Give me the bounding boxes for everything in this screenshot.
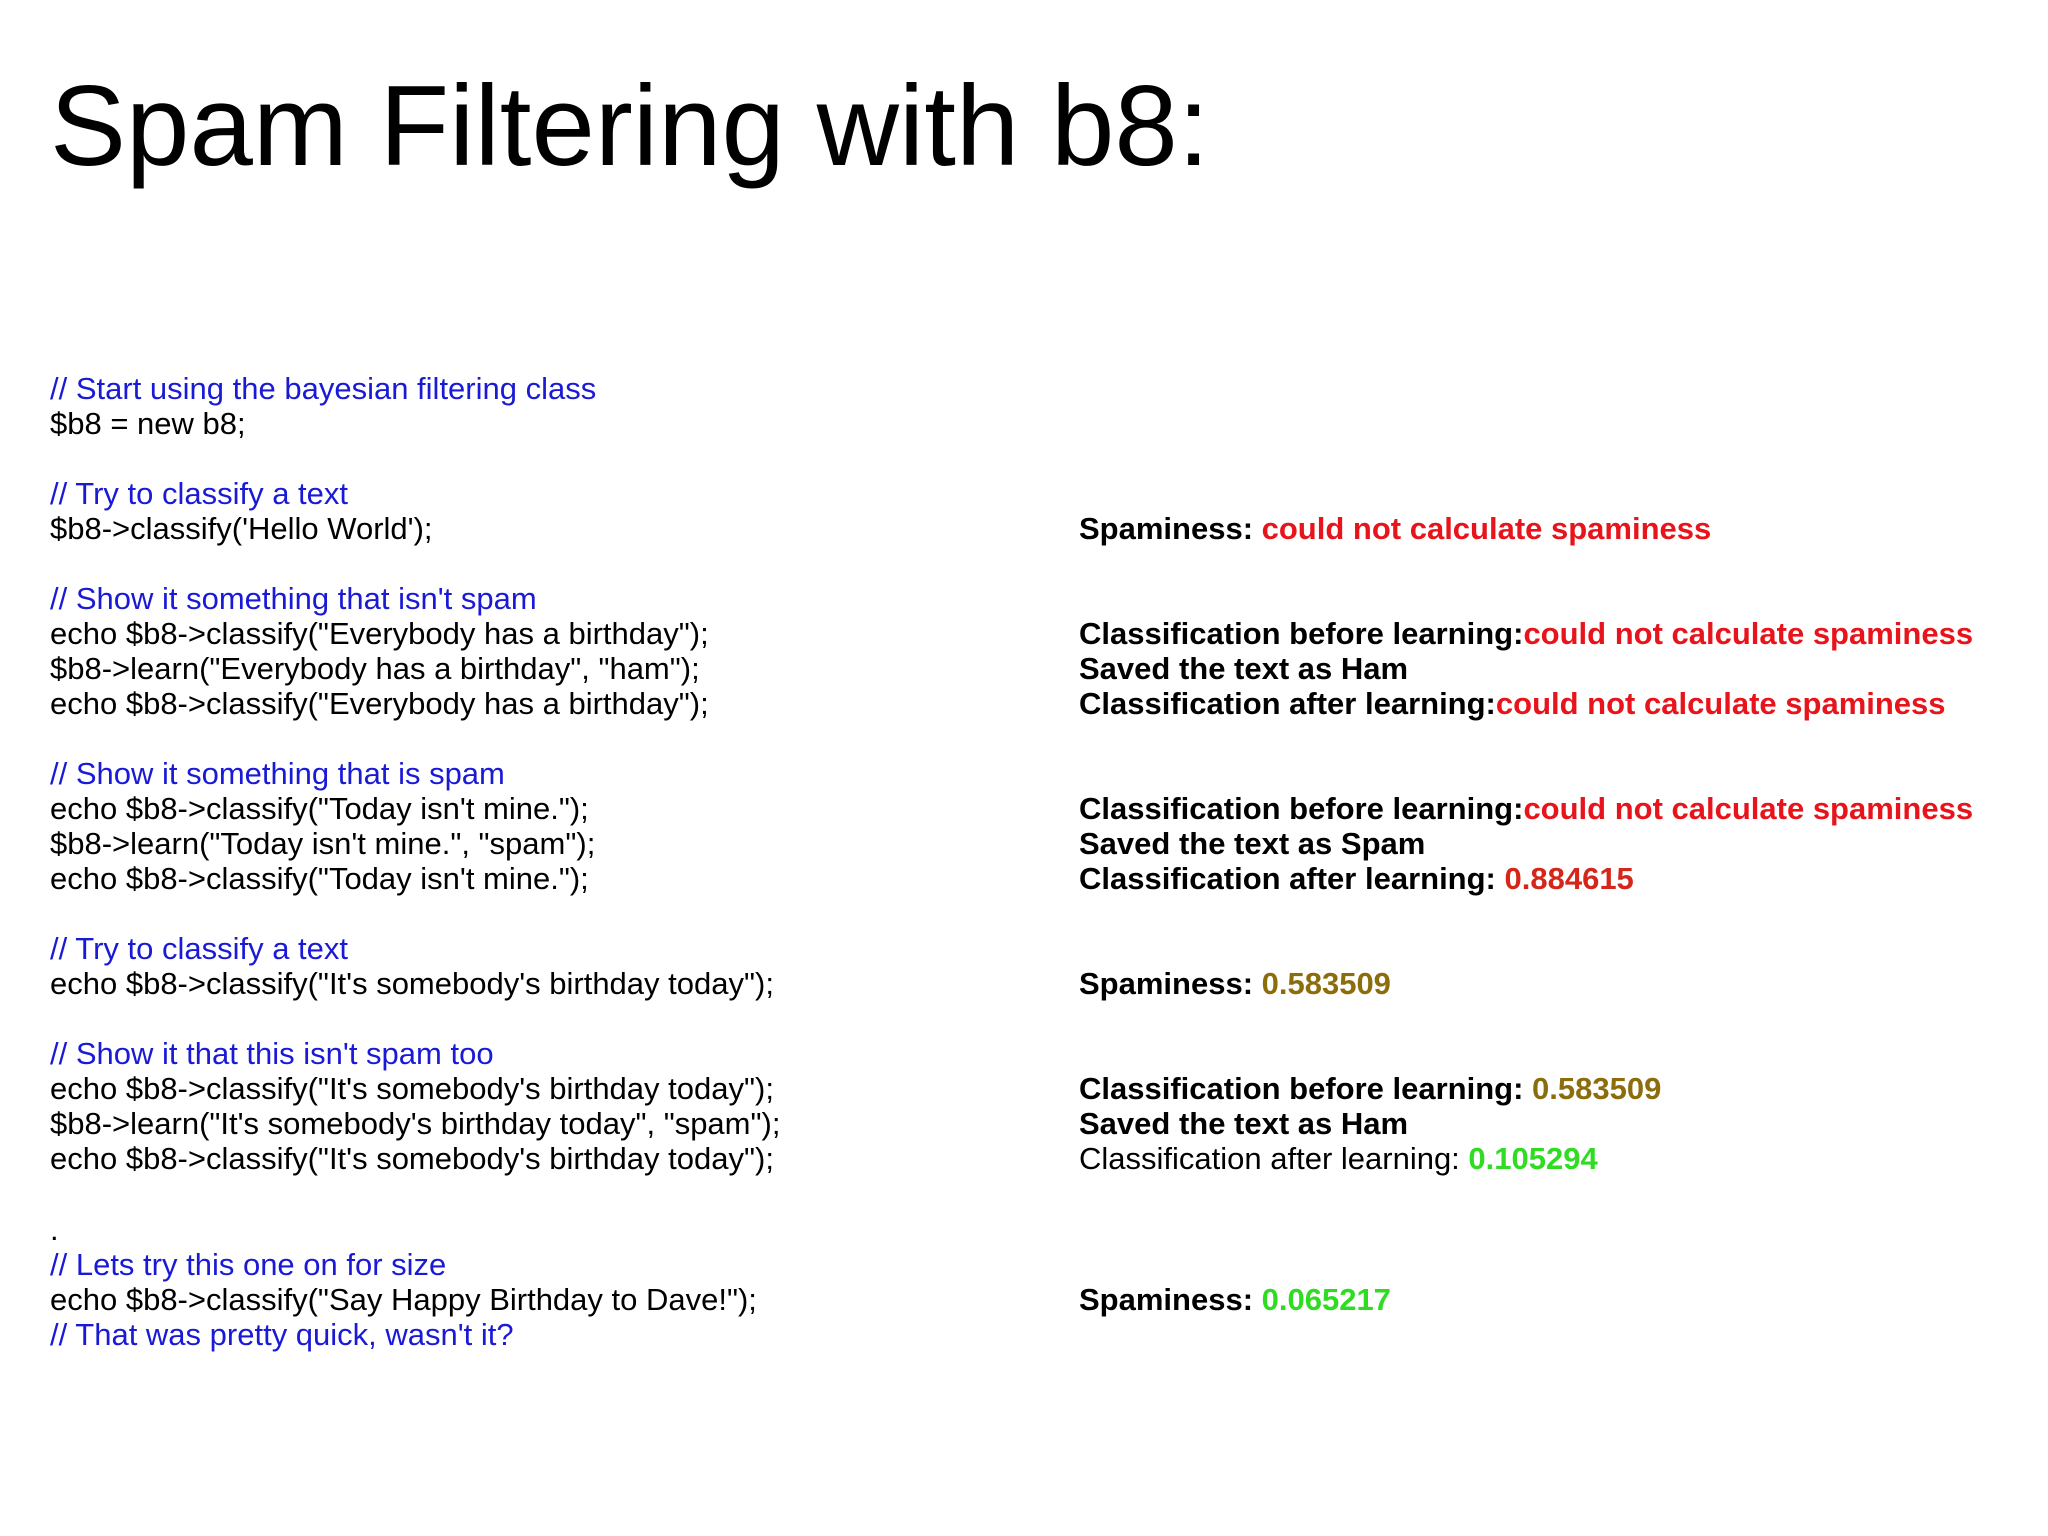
code-line: $b8->learn("Today isn't mine.", "spam"); xyxy=(50,826,596,861)
output-line xyxy=(1079,1071,1661,1107)
code-line: echo $b8->classify("Today isn't mine."); xyxy=(50,791,589,826)
output-line xyxy=(1079,826,1425,862)
output-value: 0.065217 xyxy=(1261,1282,1391,1317)
output-label: Classification after learning: xyxy=(1079,861,1505,896)
code-line: echo $b8->classify("Today isn't mine."); xyxy=(50,861,589,896)
output-label: Spaminess: xyxy=(1079,1282,1262,1317)
code-comment: // Try to classify a text xyxy=(50,931,349,966)
code-line: echo $b8->classify("Say Happy Birthday to Dave!"); xyxy=(50,1282,757,1317)
output-line xyxy=(1079,791,1973,827)
output-label: Classification after learning: xyxy=(1079,686,1496,721)
output-value: could not calculate spaminess xyxy=(1523,791,1974,826)
output-line xyxy=(1079,1141,1598,1177)
code-comment: // Show it that this isn't spam too xyxy=(50,1036,494,1071)
output-value: could not calculate spaminess xyxy=(1495,686,1946,721)
output-value: 0.583509 xyxy=(1532,1071,1662,1106)
code-line: echo $b8->classify("It's somebody's birthday today"); xyxy=(50,966,774,1001)
slide-title: Spam Filtering with b8: xyxy=(50,63,1210,190)
code-line: echo $b8->classify("It's somebody's birthday today"); xyxy=(50,1141,774,1176)
output-label: Classification before learning: xyxy=(1079,1071,1533,1106)
code-line: echo $b8->classify("It's somebody's birthday today"); xyxy=(50,1071,774,1106)
output-value: could not calculate spaminess xyxy=(1523,616,1974,651)
output-line xyxy=(1079,861,1634,897)
code-line: $b8->classify('Hello World'); xyxy=(50,511,433,546)
output-line xyxy=(1079,1106,1408,1142)
output-value: could not calculate spaminess xyxy=(1261,511,1712,546)
code-line: $b8->learn("It's somebody's birthday today", "spam"); xyxy=(50,1106,781,1141)
code-line: $b8->learn("Everybody has a birthday", "ham"); xyxy=(50,651,700,686)
output-line xyxy=(1079,511,1711,547)
output-line xyxy=(1079,1282,1391,1318)
output-label: Classification after learning: xyxy=(1079,1141,1469,1176)
code-comment: // Lets try this one on for size xyxy=(50,1247,447,1282)
output-label: Spaminess: xyxy=(1079,966,1262,1001)
output-line xyxy=(1079,651,1408,687)
output-value: 0.583509 xyxy=(1261,966,1391,1001)
output-value: 0.105294 xyxy=(1468,1141,1598,1176)
output-label: Classification before learning: xyxy=(1079,616,1524,651)
output-line xyxy=(1079,686,1946,722)
output-label: Saved the text as Ham xyxy=(1079,651,1409,686)
code-line: echo $b8->classify("Everybody has a birthday"); xyxy=(50,686,709,721)
output-label: Spaminess: xyxy=(1079,511,1262,546)
code-comment: // Try to classify a text xyxy=(50,476,349,511)
code-comment: // Start using the bayesian filtering class xyxy=(50,371,597,406)
output-label: Saved the text as Ham xyxy=(1079,1106,1409,1141)
output-line xyxy=(1079,616,1973,652)
output-label: Saved the text as Spam xyxy=(1079,826,1426,861)
code-line: echo $b8->classify("Everybody has a birthday"); xyxy=(50,616,709,651)
output-line xyxy=(1079,966,1391,1002)
code-line: $b8 = new b8; xyxy=(50,406,246,441)
code-line: . xyxy=(50,1212,59,1247)
output-value: 0.884615 xyxy=(1504,861,1634,896)
code-comment: // That was pretty quick, wasn't it? xyxy=(50,1317,514,1352)
output-label: Classification before learning: xyxy=(1079,791,1524,826)
code-comment: // Show it something that is spam xyxy=(50,756,505,791)
code-comment: // Show it something that isn't spam xyxy=(50,581,537,616)
